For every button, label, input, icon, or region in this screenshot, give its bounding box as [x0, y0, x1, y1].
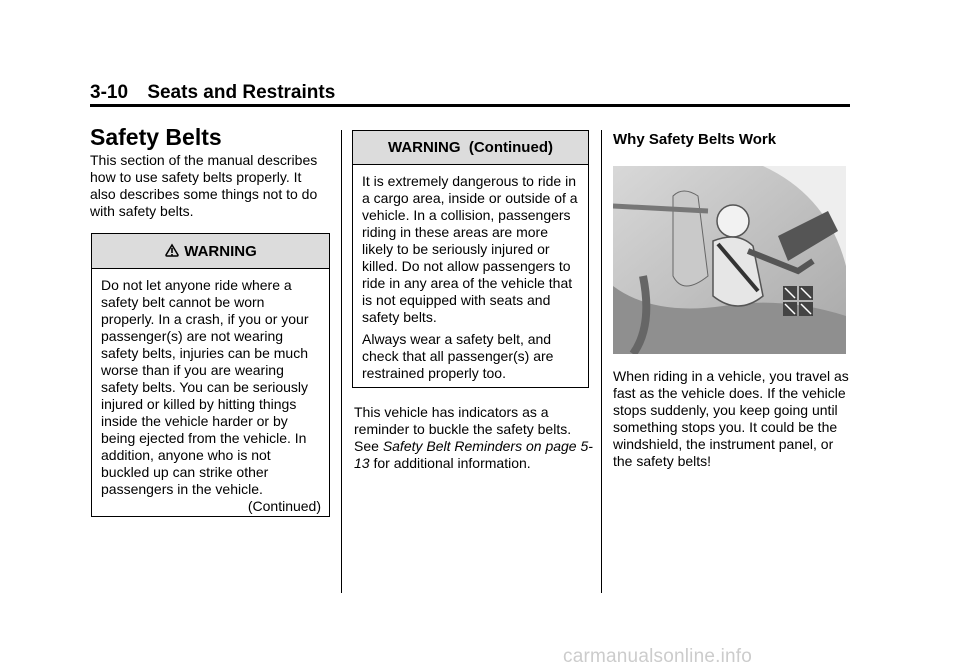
page-number: 3-10 [90, 82, 129, 103]
crash-test-dummy-illustration [613, 166, 846, 354]
warning-continued-body [353, 165, 588, 388]
why-heading: Why Safety Belts Work [613, 131, 777, 148]
continued-note: (Continued) [247, 498, 321, 514]
warning-continued-header [353, 131, 588, 165]
warning-body [92, 269, 329, 521]
warning-box [91, 233, 330, 517]
column-divider [601, 130, 602, 593]
reminder-link[interactable]: Safety Belt Reminders on page 5-13 [354, 438, 593, 471]
section-heading: Safety Belts [90, 124, 222, 150]
watermark: carmanualsonline.info [563, 646, 753, 667]
section-title: Seats and Restraints [147, 82, 336, 103]
why-paragraph: When riding in a vehicle, you travel as fast as the vehicle does. If the vehicle stops suddenly, you keep going until something stops you. It could be the windshield, the instrument panel, or the safety belts! [613, 368, 849, 469]
warning-text: Do not let anyone ride where a safety belt cannot be worn properly. In a crash, if you or your passenger(s) are not wearing safety belts, injuries can be much worse than if you are wearing safety belts. You can be seriously injured or killed by hitting things inside the vehicle harder or by being ejected from the vehicle. In addition, anyone who is not buckled up can strike other passengers in the vehicle. [101, 277, 309, 497]
left-column [90, 124, 330, 220]
warning-label: WARNING [184, 242, 257, 260]
reminder-paragraph [354, 404, 594, 472]
right-column-heading [613, 131, 853, 148]
reminder-text: This vehicle has indicators as a reminder to buckle the safety belts. See [354, 404, 572, 454]
warning-continued-p1: It is extremely dangerous to ride in a cargo area, inside or outside of a vehicle. In a collision, passengers riding in these areas are more likely to be seriously injured or killed. Do not allow passengers to ride in any area of the vehicle that is not equipped with seats and safety belts. [362, 173, 578, 325]
warning-continued-box [352, 130, 589, 388]
reminder-text-end: for additional information. [369, 455, 531, 471]
warning-header [92, 234, 329, 269]
header-rule [90, 104, 850, 107]
page-header [90, 82, 335, 104]
warning-continued-label: WARNING (Continued) [388, 139, 553, 156]
warning-triangle-icon [164, 243, 180, 259]
warning-continued-p2: Always wear a safety belt, and check that all passenger(s) are restrained properly too. [362, 331, 554, 381]
why-paragraph-block [613, 368, 853, 470]
column-divider [341, 130, 342, 593]
intro-paragraph: This section of the manual describes how to use safety belts properly. It also describes some things not to do with safety belts. [90, 152, 318, 219]
